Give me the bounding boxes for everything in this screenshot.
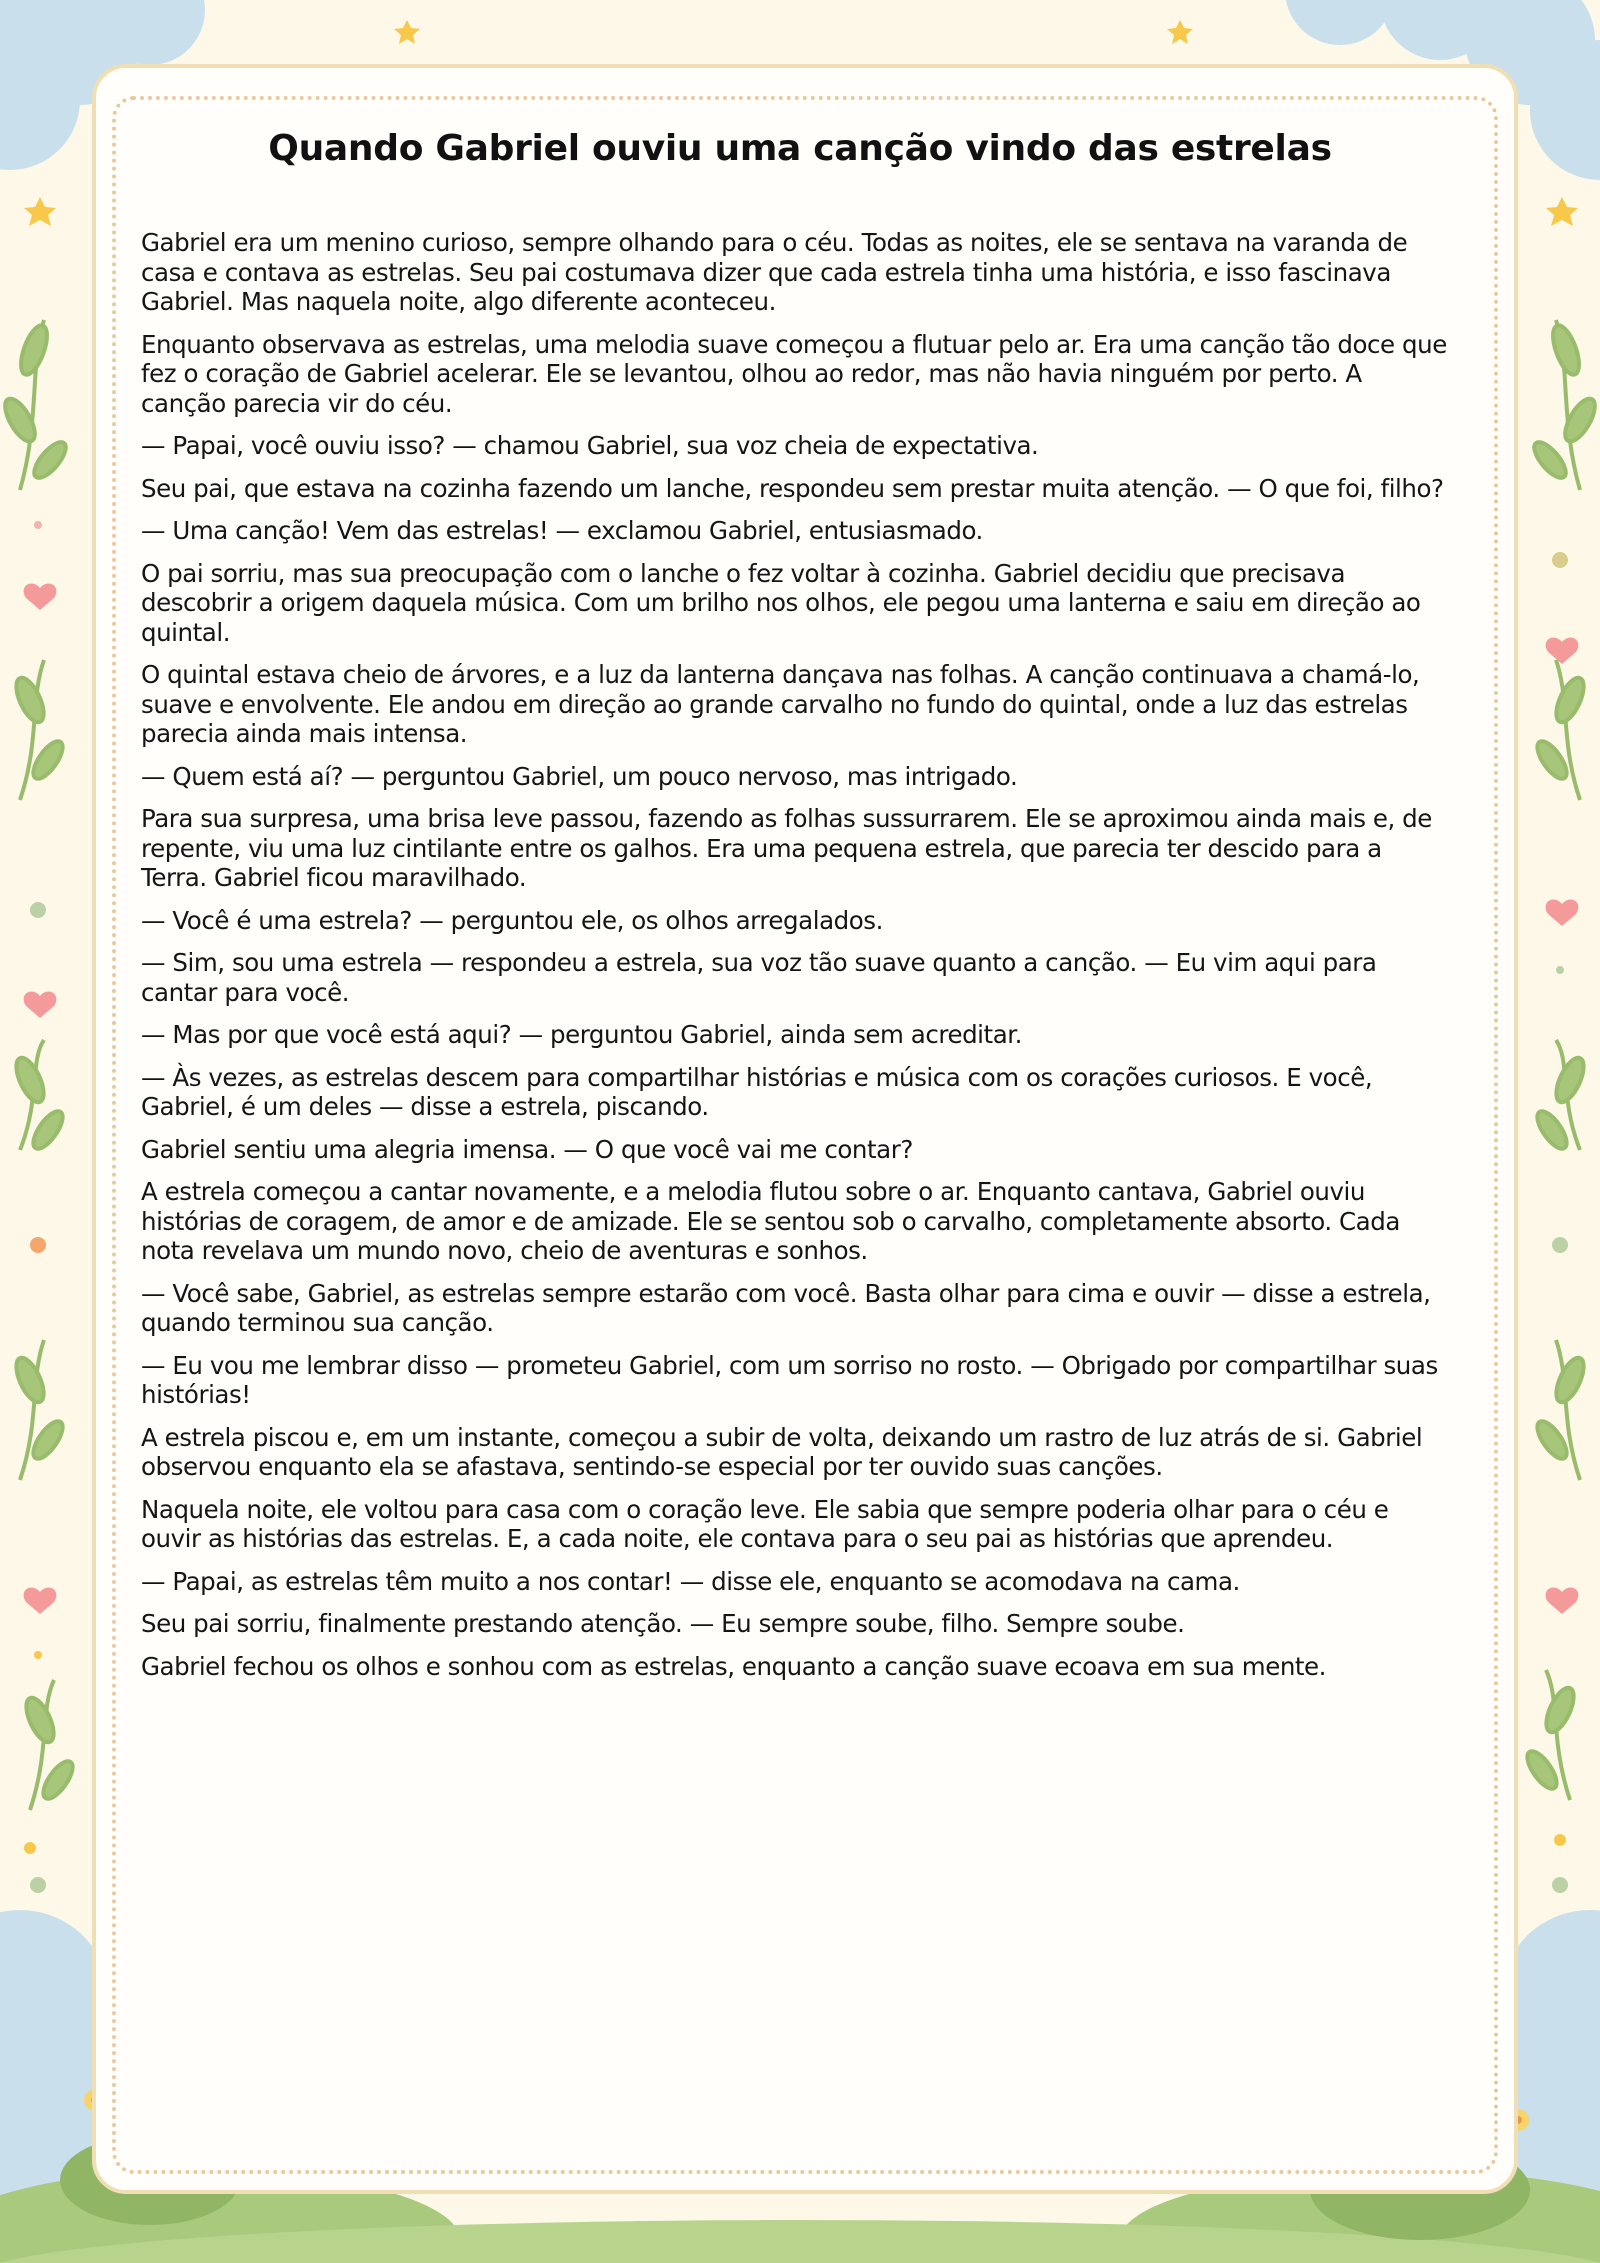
- story-paragraph: — Uma canção! Vem das estrelas! — exclamou Gabriel, entusiasmado.: [141, 516, 983, 545]
- story-paragraph: Enquanto observava as estrelas, uma melodia suave começou a flutuar pelo ar. Era uma canção tão doce que fez o coração de Gabriel acelerar. Ele se levantou, olhou ao redor, mas não havia ninguém por perto. A canção parecia vir do céu.: [141, 329, 1447, 418]
- story-paragraph: Gabriel sentiu uma alegria imensa. — O que você vai me contar?: [141, 1134, 913, 1164]
- story-paragraph: A estrela começou a cantar novamente, e a melodia flutou sobre o ar. Enquanto cantava, Gabriel ouviu histórias de coragem, de amor e de amizade. Ele se sentou sob o carvalho, completamente absorto. Cada nota revelava um mundo novo, cheio de aventuras e sonhos.: [141, 1177, 1400, 1265]
- story-paragraph: — Papai, as estrelas têm muito a nos contar! — disse ele, enquanto se acomodava na cama.: [141, 1566, 1240, 1596]
- story-paragraph: O pai sorriu, mas sua preocupação com o lanche o fez voltar à cozinha. Gabriel decidiu que precisava descobrir a origem daquela música. Com um brilho nos olhos, ele pegou uma lanterna e saiu em direção ao quintal.: [141, 558, 1421, 647]
- story-paragraph: Seu pai, que estava na cozinha fazendo um lanche, respondeu sem prestar muita atenção. — O que foi, filho?: [141, 473, 1444, 503]
- story-paragraph: — Sim, sou uma estrela — respondeu a estrela, sua voz tão suave quanto a canção. — Eu vim aqui para cantar para você.: [141, 948, 1377, 1007]
- story-paragraph: Seu pai sorriu, finalmente prestando atenção. — Eu sempre soube, filho. Sempre soube.: [141, 1609, 1185, 1638]
- story-paragraph: Gabriel fechou os olhos e sonhou com as estrelas, enquanto a canção suave ecoava em sua mente.: [141, 1651, 1327, 1681]
- story-paragraph: Naquela noite, ele voltou para casa com o coração leve. Ele sabia que sempre poderia olhar para o céu e ouvir as histórias das estrelas. E, a cada noite, ele contava para o seu pai as histórias que aprendeu.: [141, 1494, 1389, 1553]
- story-paragraph: — Às vezes, as estrelas descem para compartilhar histórias e música com os corações curiosos. E você, Gabriel, é um deles — disse a estrela, piscando.: [141, 1062, 1373, 1121]
- story-paragraph: — Você sabe, Gabriel, as estrelas sempre estarão com você. Basta olhar para cima e ouvir — disse a estrela, quando terminou sua canção.: [141, 1278, 1431, 1337]
- story-paragraph: Para sua surpresa, uma brisa leve passou, fazendo as folhas sussurrarem. Ele se aproximou ainda mais e, de repente, viu uma luz cintilante entre os galhos. Era uma pequena estrela, que parecia ter descido para a Terra. Gabriel ficou maravilhado.: [141, 804, 1432, 892]
- story-paragraph: — Mas por que você está aqui? — perguntou Gabriel, ainda sem acreditar.: [141, 1020, 1022, 1049]
- story-paragraph: — Quem está aí? — perguntou Gabriel, um pouco nervoso, mas intrigado.: [141, 761, 1018, 791]
- story-paragraph: — Papai, você ouviu isso? — chamou Gabriel, sua voz cheia de expectativa.: [141, 431, 1039, 460]
- story-paragraph: — Eu vou me lembrar disso — prometeu Gabriel, com um sorriso no rosto. — Obrigado por compartilhar suas histórias!: [141, 1350, 1438, 1409]
- story-paragraph: O quintal estava cheio de árvores, e a luz da lanterna dançava nas folhas. A canção continuava a chamá-lo, suave e envolvente. Ele andou em direção ao grande carvalho no fundo do quintal, onde a luz das estrelas parecia ainda mais intensa.: [141, 660, 1420, 748]
- story-paragraph: Gabriel era um menino curioso, sempre olhando para o céu. Todas as noites, ele se sentava na varanda de casa e contava as estrelas. Seu pai costumava dizer que cada estrela tinha uma história, e isso fascinava Gabriel. Mas naquela noite, algo diferente aconteceu.: [141, 228, 1408, 316]
- story-title: Quando Gabriel ouviu uma canção vindo das estrelas: [268, 128, 1332, 169]
- story-paragraph: A estrela piscou e, em um instante, começou a subir de volta, deixando um rastro de luz atrás de si. Gabriel observou enquanto ela se afastava, sentindo-se especial por ter ouvido suas canções.: [141, 1422, 1423, 1481]
- story-body: [141, 228, 1451, 1694]
- story-paragraph: — Você é uma estrela? — perguntou ele, os olhos arregalados.: [141, 905, 883, 935]
